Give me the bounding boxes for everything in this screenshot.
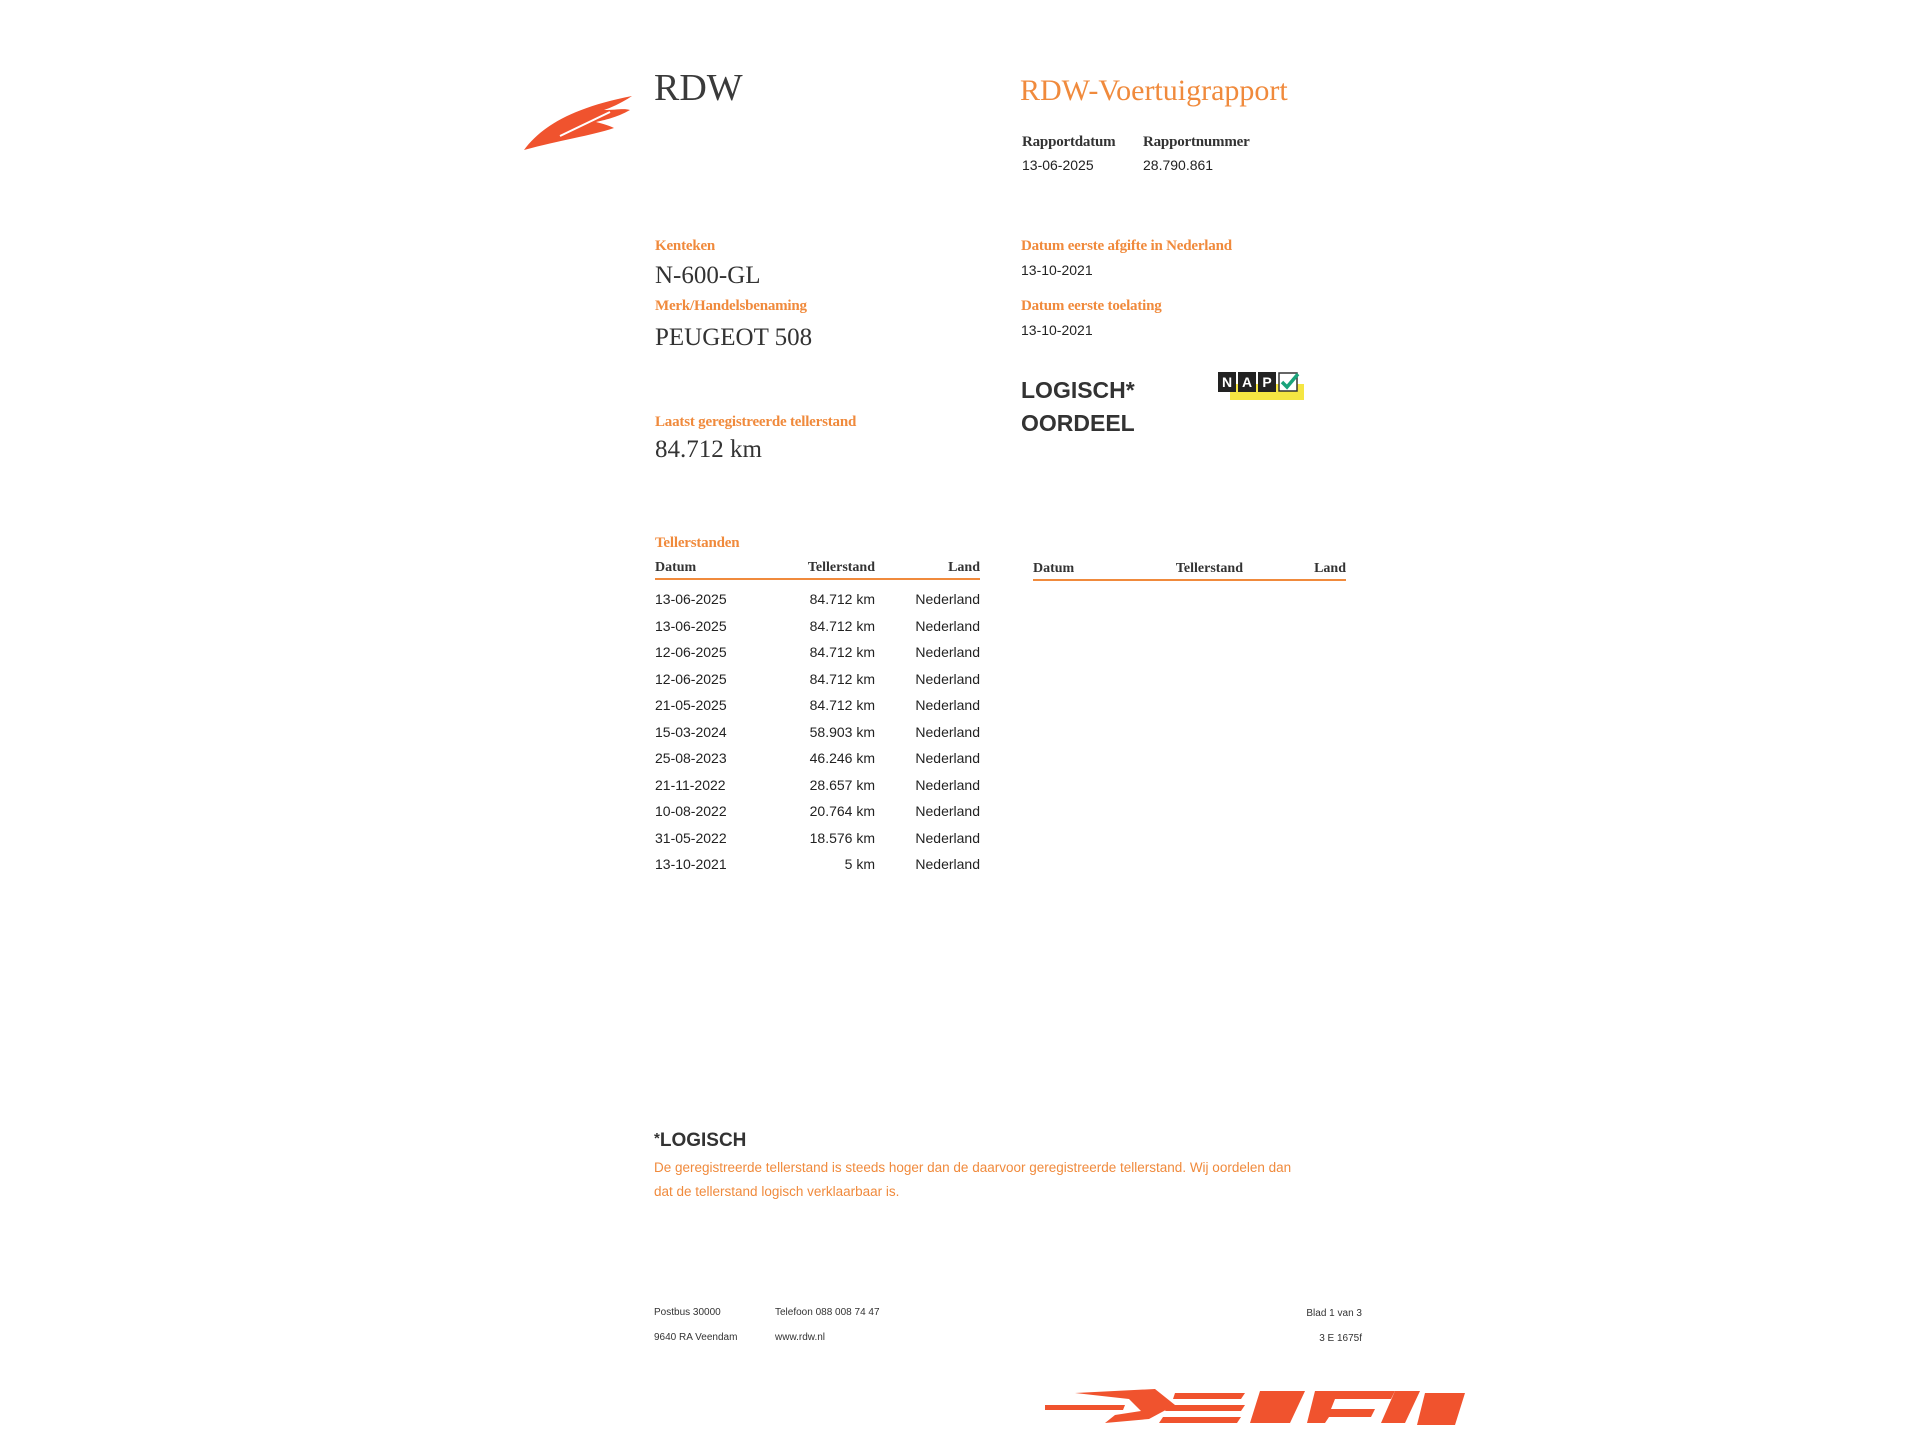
cell-country: Nederland	[915, 723, 980, 740]
first-issue-label: Datum eerste afgifte in Nederland	[1021, 238, 1232, 254]
footer-phone: Telefoon 088 008 74 47	[775, 1307, 880, 1318]
cell-date: 12-06-2025	[655, 670, 727, 687]
cell-odometer: 84.712 km	[809, 644, 875, 661]
note-text-line2: dat de tellerstand logisch verklaarbaar is.	[654, 1184, 900, 1199]
cell-date: 13-06-2025	[655, 617, 727, 634]
cell-country: Nederland	[915, 591, 980, 608]
table-row	[655, 639, 980, 666]
cell-date: 21-11-2022	[655, 776, 726, 793]
col-header-date: Datum	[655, 560, 697, 575]
footer-code: 3 E 1675f	[1319, 1333, 1362, 1344]
report-number-label: Rapportnummer	[1143, 134, 1250, 150]
org-name: RDW	[654, 67, 743, 109]
decorative-stripes	[1045, 1385, 1465, 1430]
footer-address2: 9640 RA Veendam	[654, 1332, 738, 1343]
cell-date: 31-05-2022	[655, 829, 727, 846]
make-label: Merk/Handelsbenaming	[655, 298, 807, 314]
note-asterisk: *	[654, 1130, 660, 1147]
verdict-line1: LOGISCH*	[1021, 377, 1135, 403]
odometer-value: 84.712 km	[655, 436, 762, 463]
report-title: RDW-Voertuigrapport	[1020, 74, 1288, 107]
readings-table-left	[655, 560, 980, 878]
nap-letter-n: N	[1218, 372, 1236, 392]
cell-odometer: 84.712 km	[809, 591, 875, 608]
make-value: PEUGEOT 508	[655, 324, 813, 351]
note-title	[654, 1130, 746, 1152]
note-title-text: LOGISCH	[659, 1130, 747, 1151]
cell-date: 12-06-2025	[655, 644, 727, 661]
plate-value: N-600-GL	[655, 262, 761, 289]
footer-website: www.rdw.nl	[775, 1332, 826, 1343]
cell-odometer: 20.764 km	[809, 803, 875, 820]
table-header	[655, 560, 980, 580]
table-row	[655, 798, 980, 825]
table-row	[655, 825, 980, 852]
col-header-odometer: Tellerstand	[807, 560, 875, 575]
table-header-right	[1033, 561, 1346, 581]
first-admission-value: 13-10-2021	[1021, 322, 1093, 338]
footer-address1: Postbus 30000	[654, 1307, 721, 1318]
cell-odometer: 58.903 km	[809, 723, 875, 740]
cell-odometer: 28.657 km	[809, 776, 875, 793]
cell-date: 15-03-2024	[655, 723, 727, 740]
table-row	[655, 745, 980, 772]
report-date: 13-06-2025	[1022, 157, 1094, 173]
odometer-label: Laatst geregistreerde tellerstand	[655, 414, 857, 430]
check-icon	[1278, 372, 1300, 394]
cell-odometer: 46.246 km	[809, 750, 875, 767]
rdw-logo-icon	[520, 88, 640, 154]
readings-title: Tellerstanden	[655, 535, 740, 551]
cell-odometer: 84.712 km	[809, 697, 875, 714]
cell-country: Nederland	[915, 803, 980, 820]
cell-odometer: 84.712 km	[809, 617, 875, 634]
report-number: 28.790.861	[1143, 157, 1214, 173]
cell-odometer: 5 km	[844, 856, 875, 873]
table-row	[655, 719, 980, 746]
cell-odometer: 18.576 km	[809, 829, 875, 846]
nap-letter-p: P	[1258, 372, 1276, 392]
cell-date: 21-05-2025	[655, 697, 727, 714]
cell-date: 10-08-2022	[655, 803, 727, 820]
col-header-country-right: Land	[1314, 561, 1346, 576]
table-row	[655, 692, 980, 719]
cell-country: Nederland	[915, 617, 980, 634]
plate-label: Kenteken	[655, 238, 716, 254]
first-issue-value: 13-10-2021	[1021, 262, 1093, 278]
cell-date: 25-08-2023	[655, 750, 727, 767]
cell-date: 13-06-2025	[655, 591, 727, 608]
report-date-label: Rapportdatum	[1022, 134, 1116, 150]
cell-country: Nederland	[915, 644, 980, 661]
col-header-country: Land	[948, 560, 980, 575]
cell-country: Nederland	[915, 750, 980, 767]
first-admission-label: Datum eerste toelating	[1021, 298, 1162, 314]
cell-country: Nederland	[915, 776, 980, 793]
nap-badge	[1218, 372, 1304, 406]
cell-country: Nederland	[915, 829, 980, 846]
cell-country: Nederland	[915, 856, 980, 873]
cell-country: Nederland	[915, 670, 980, 687]
table-row	[655, 666, 980, 693]
cell-date: 13-10-2021	[655, 856, 727, 873]
col-header-odometer-right: Tellerstand	[1175, 561, 1243, 576]
footer-page: Blad 1 van 3	[1306, 1308, 1362, 1319]
table-row	[655, 586, 980, 613]
readings-table-right	[1033, 561, 1346, 581]
col-header-date-right: Datum	[1033, 561, 1075, 576]
nap-letter-a: A	[1238, 372, 1256, 392]
table-row	[655, 613, 980, 640]
table-row	[655, 772, 980, 799]
cell-odometer: 84.712 km	[809, 670, 875, 687]
cell-country: Nederland	[915, 697, 980, 714]
table-row	[655, 851, 980, 878]
verdict-line2: OORDEEL	[1021, 410, 1135, 436]
note-text-line1: De geregistreerde tellerstand is steeds hoger dan de daarvoor geregistreerde tellerstand. Wij oordelen dan	[654, 1160, 1292, 1175]
